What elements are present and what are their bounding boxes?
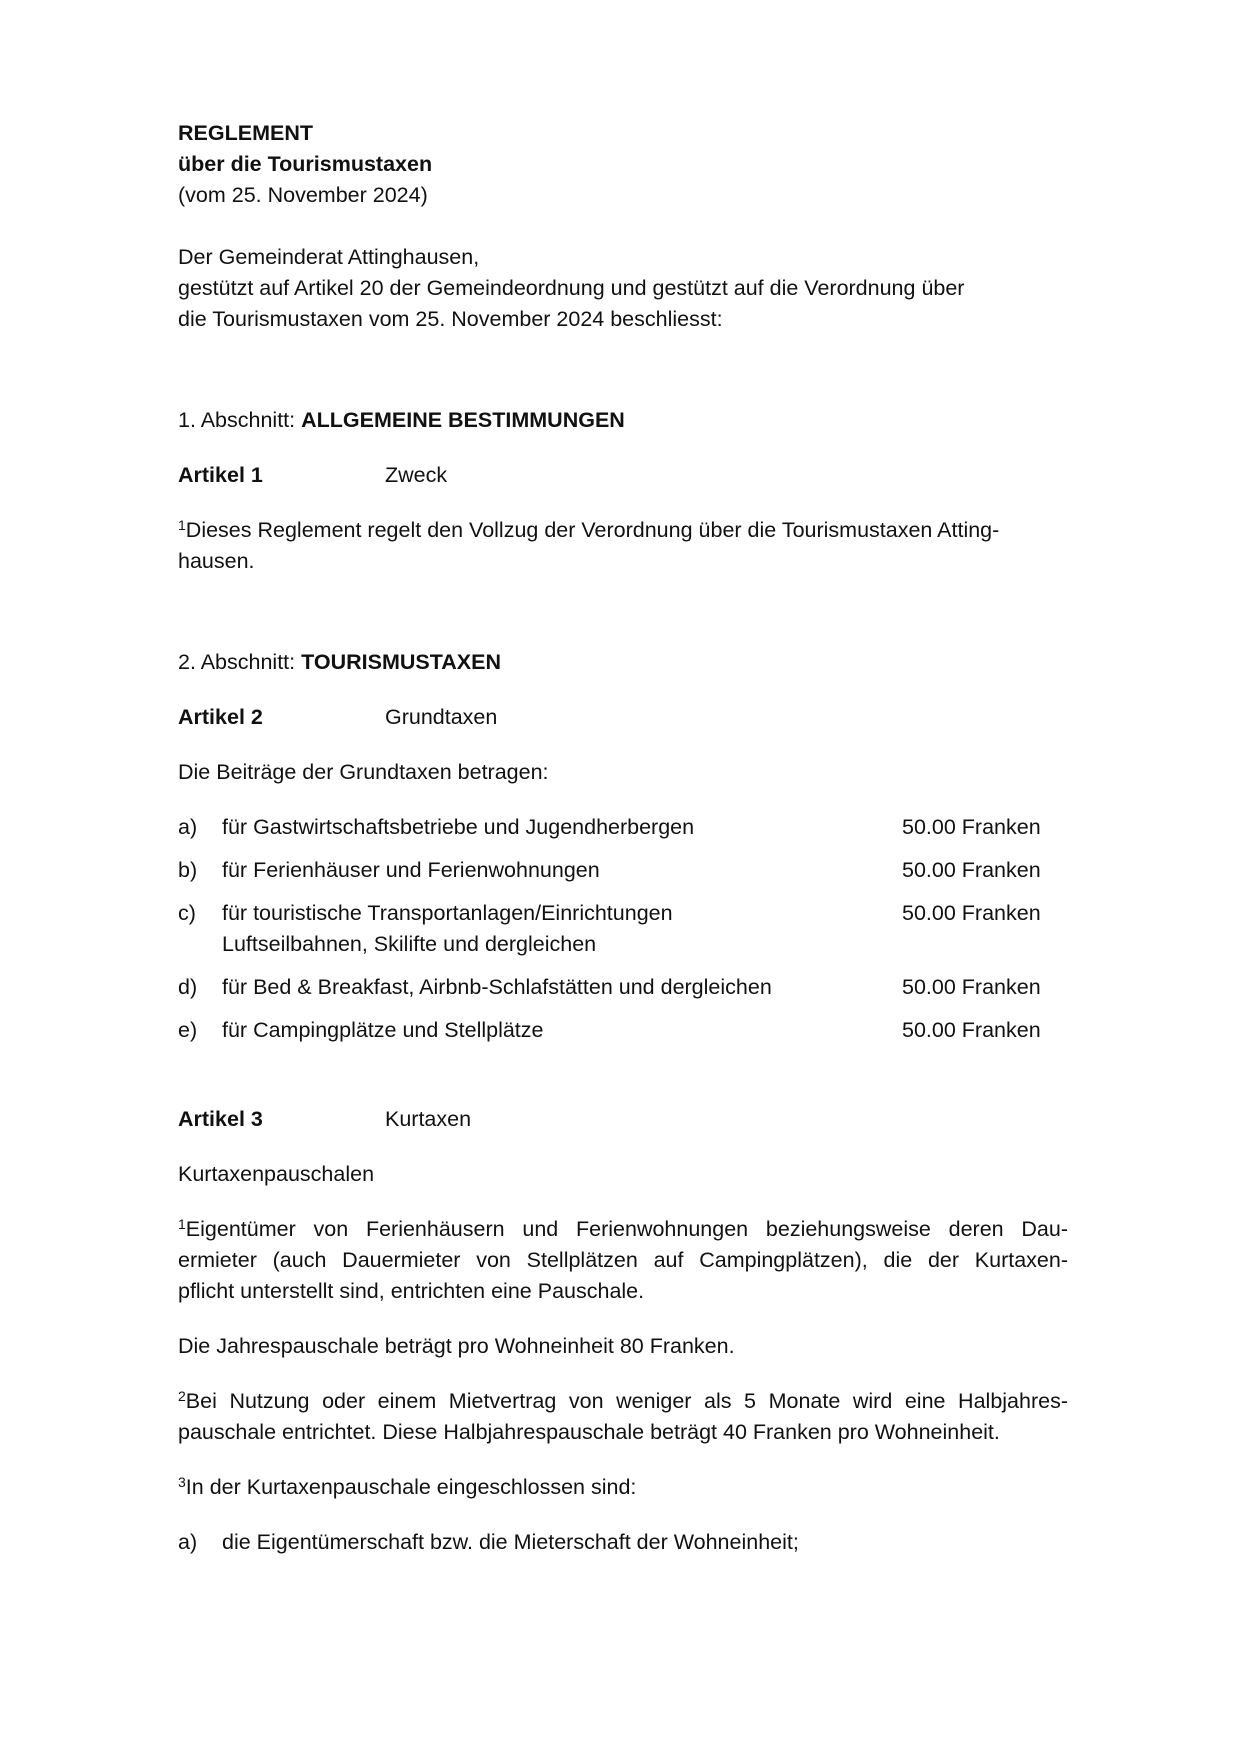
article-3-annual-fee: Die Jahrespauschale beträgt pro Wohneinheit 80 Franken. <box>178 1334 735 1358</box>
article-1-heading <box>178 460 1068 491</box>
article-3-number: Artikel 3 <box>178 1107 263 1131</box>
list-item: a) für Gastwirtschaftsbetriebe und Jugendherbergen 50.00 Franken <box>178 815 1041 839</box>
article-2-heading <box>178 702 1068 733</box>
article-2-title: Grundtaxen <box>385 705 498 729</box>
preamble-line-3: die Tourismustaxen vom 25. November 2024 beschliesst: <box>178 307 723 331</box>
paragraph-number: 2 <box>178 1388 186 1404</box>
list-item: b) für Ferienhäuser und Ferienwohnungen 50.00 Franken <box>178 858 1041 882</box>
document-title: REGLEMENT <box>178 121 313 145</box>
list-item: a) die Eigentümerschaft bzw. die Mieterschaft der Wohneinheit; <box>178 1530 799 1554</box>
article-3-title: Kurtaxen <box>385 1107 472 1131</box>
section-2-title: TOURISMUSTAXEN <box>301 650 501 674</box>
article-3-paragraph-1-cont: ermieter (auch Dauermieter von Stellplätzen auf Campingplätzen), die der Kurtaxen- <box>178 1248 1068 1272</box>
paragraph-number: 3 <box>178 1474 186 1490</box>
article-3-heading <box>178 1104 1068 1135</box>
article-3-subheading: Kurtaxenpauschalen <box>178 1162 375 1186</box>
document-date: (vom 25. November 2024) <box>178 183 428 207</box>
article-1-paragraph-1: $^1$Dieses Reglement regelt den Vollzug der Verordnung über die Tourismustaxen Atting- <box>178 517 1000 542</box>
preamble-line-1: Der Gemeinderat Attinghausen, <box>178 245 480 269</box>
article-3-paragraph-2-cont: pauschale entrichtet. Diese Halbjahrespauschale beträgt 40 Franken pro Wohneinheit. <box>178 1420 1000 1444</box>
paragraph-number: 1 <box>178 1216 186 1232</box>
article-3-paragraph-3: $^3$In der Kurtaxenpauschale eingeschlossen sind: <box>178 1474 637 1499</box>
preamble-line-2: gestützt auf Artikel 20 der Gemeindeordnung und gestützt auf die Verordnung über <box>178 276 965 300</box>
document-subtitle: über die Tourismustaxen <box>178 152 433 176</box>
section-2-prefix: 2. Abschnitt: <box>178 650 302 674</box>
article-1-title: Zweck <box>385 463 448 487</box>
section-1-heading <box>178 405 1068 436</box>
section-1-prefix: 1. Abschnitt: <box>178 408 302 432</box>
list-item: e) für Campingplätze und Stellplätze 50.00 Franken <box>178 1018 1041 1042</box>
article-2-intro: Die Beiträge der Grundtaxen betragen: <box>178 760 549 784</box>
list-item: c) für touristische Transportanlagen/Einrichtungen Luftseilbahnen, Skilifte und dergleichen 50.00 Franken <box>178 901 1041 956</box>
article-2-number: Artikel 2 <box>178 705 263 729</box>
section-1-title: ALLGEMEINE BESTIMMUNGEN <box>301 408 625 432</box>
document-page <box>178 118 1068 1570</box>
paragraph-number: 1 <box>178 517 186 533</box>
section-2-heading <box>178 647 1068 678</box>
article-3-paragraph-1-end: pflicht unterstellt sind, entrichten eine Pauschale. <box>178 1279 645 1303</box>
article-1-paragraph-1-cont: hausen. <box>178 549 255 573</box>
article-3-paragraph-2: $^2$Bei Nutzung oder einem Mietvertrag von weniger als 5 Monate wird eine Halbjahres- <box>178 1388 1068 1413</box>
article-1-number: Artikel 1 <box>178 463 263 487</box>
list-item: d) für Bed & Breakfast, Airbnb-Schlafstätten und dergleichen 50.00 Franken <box>178 975 1041 999</box>
article-3-paragraph-1: $^1$Eigentümer von Ferienhäusern und Ferienwohnungen beziehungsweise deren Dau- <box>178 1216 1068 1241</box>
